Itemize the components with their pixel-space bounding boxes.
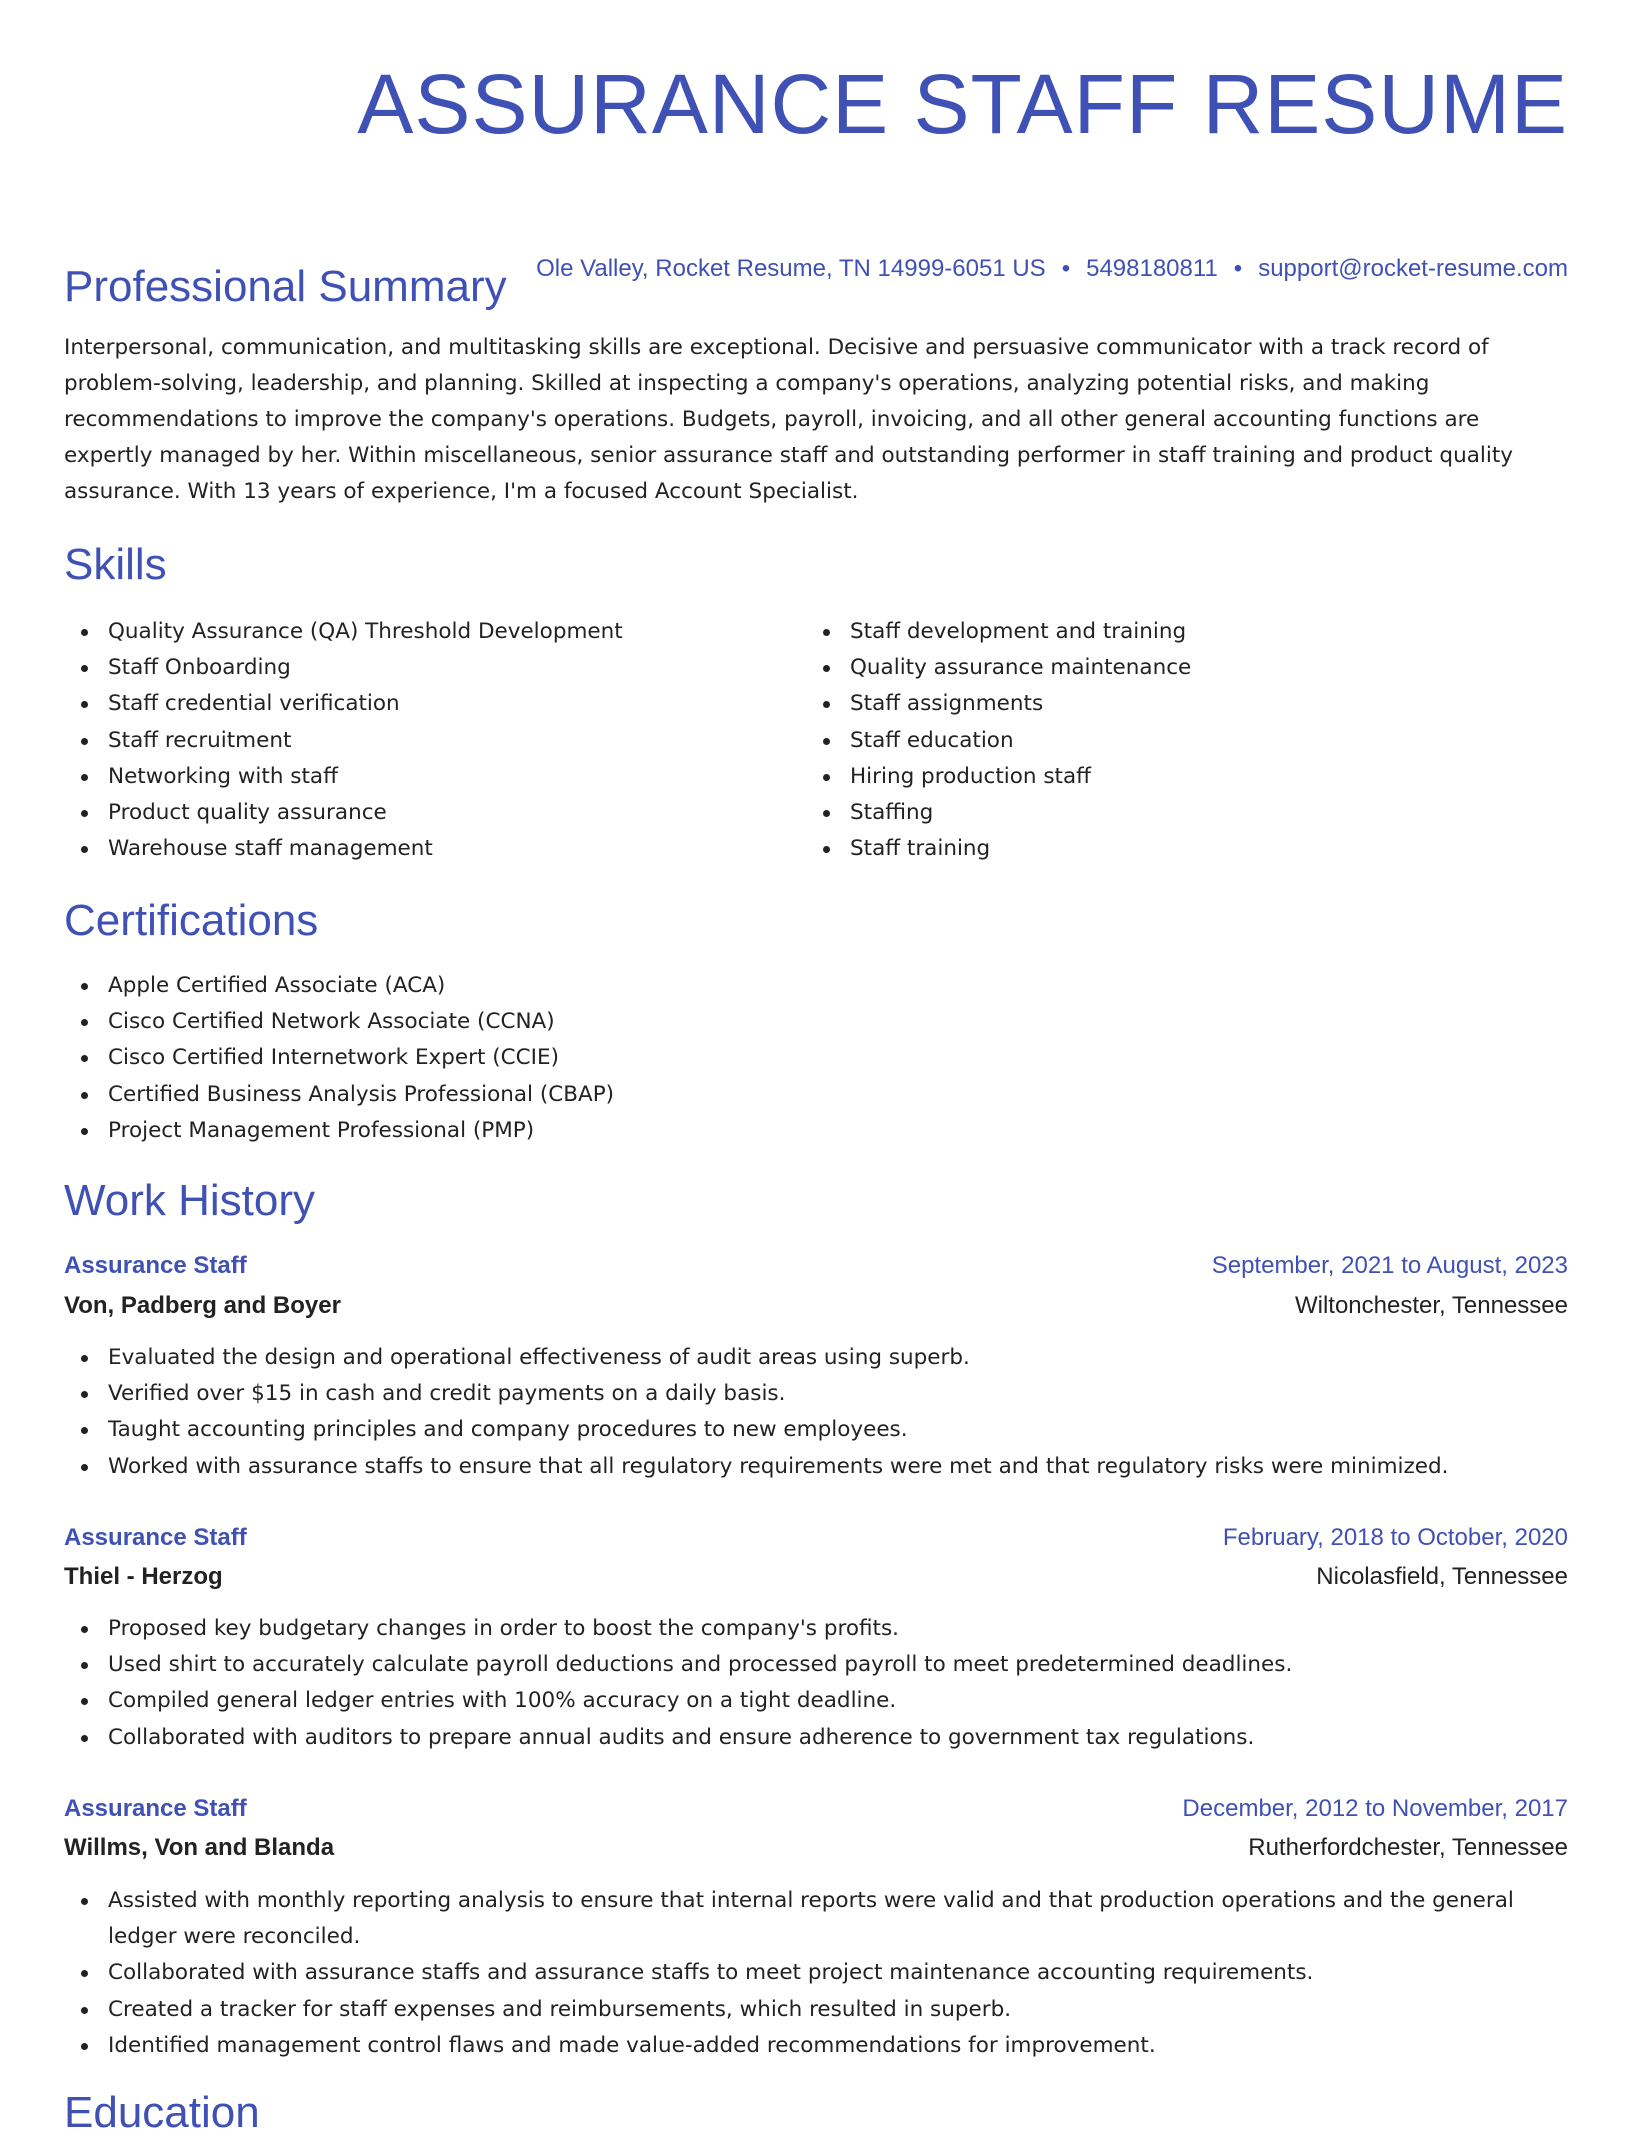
job-bullet: Collaborated with auditors to prepare annual audits and ensure adherence to government tax regulations. <box>64 1720 1568 1756</box>
job-bullet: Worked with assurance staffs to ensure that all regulatory requirements were met and that regulatory risks were minimized. <box>64 1449 1568 1485</box>
skill-item: Product quality assurance <box>64 795 804 831</box>
job-bullet: Verified over $15 in cash and credit payments on a daily basis. <box>64 1376 1568 1412</box>
job-location: Wiltonchester, Tennessee <box>1294 1292 1568 1319</box>
contact-line <box>536 254 1568 284</box>
job-bullet: Compiled general ledger entries with 100% accuracy on a tight deadline. <box>64 1683 1568 1719</box>
job-subheader <box>64 1563 1568 1597</box>
work-history-heading: Work History <box>64 1176 315 1225</box>
skill-item: Staff training <box>806 831 1546 867</box>
job-company: Willms, Von and Blanda <box>64 1834 335 1861</box>
job-bullet: Taught accounting principles and company procedures to new employees. <box>64 1412 1568 1448</box>
job-title: Assurance Staff <box>64 1524 247 1551</box>
skill-item: Staffing <box>806 795 1546 831</box>
job-bullet: Evaluated the design and operational effectiveness of audit areas using superb. <box>64 1340 1568 1376</box>
job-header <box>64 1795 1568 1829</box>
job-dates: February, 2018 to October, 2020 <box>1222 1524 1568 1551</box>
skill-item: Staff Onboarding <box>64 650 804 686</box>
job-bullet: Identified management control flaws and made value-added recommendations for improvement. <box>64 2028 1568 2064</box>
certification-item: Certified Business Analysis Professional (CBAP) <box>64 1077 1568 1113</box>
skill-item: Quality Assurance (QA) Threshold Development <box>64 614 804 650</box>
skill-item: Quality assurance maintenance <box>806 650 1546 686</box>
skills-list-right <box>806 614 1546 867</box>
contact-separator: • <box>1233 255 1243 282</box>
job-bullet: Assisted with monthly reporting analysis to ensure that internal reports were valid and that production operations and the general ledger were reconciled. <box>64 1883 1568 1955</box>
certifications-list <box>64 968 1568 1149</box>
resume-page <box>64 0 1568 2137</box>
job-header <box>64 1252 1568 1286</box>
job-bullets <box>64 1340 1568 1485</box>
certification-item: Apple Certified Associate (ACA) <box>64 968 1568 1004</box>
job-header <box>64 1524 1568 1558</box>
skill-item: Networking with staff <box>64 759 804 795</box>
job-bullet: Collaborated with assurance staffs and assurance staffs to meet project maintenance accounting requirements. <box>64 1955 1568 1991</box>
skills-list-left <box>64 614 804 867</box>
skill-item: Staff education <box>806 723 1546 759</box>
contact-separator: • <box>1061 255 1071 282</box>
skill-item: Staff credential verification <box>64 686 804 722</box>
job-subheader <box>64 1834 1568 1868</box>
contact-phone: 5498180811 <box>1086 255 1218 282</box>
job-dates: September, 2021 to August, 2023 <box>1211 1252 1568 1279</box>
skill-item: Warehouse staff management <box>64 831 804 867</box>
certification-item: Cisco Certified Network Associate (CCNA) <box>64 1004 1568 1040</box>
job-subheader <box>64 1292 1568 1326</box>
skill-item: Hiring production staff <box>806 759 1546 795</box>
contact-email[interactable]: support@rocket-resume.com <box>1258 255 1568 282</box>
job-bullet: Used shirt to accurately calculate payroll deductions and processed payroll to meet predetermined deadlines. <box>64 1647 1568 1683</box>
skill-item: Staff development and training <box>806 614 1546 650</box>
job-bullets <box>64 1611 1568 1756</box>
job-company: Thiel - Herzog <box>64 1563 223 1590</box>
summary-heading: Professional Summary <box>64 262 507 311</box>
job-title: Assurance Staff <box>64 1795 247 1822</box>
certification-item: Project Management Professional (PMP) <box>64 1113 1568 1149</box>
skill-item: Staff recruitment <box>64 723 804 759</box>
job-bullet: Proposed key budgetary changes in order to boost the company's profits. <box>64 1611 1568 1647</box>
education-heading: Education <box>64 2088 260 2137</box>
resume-title: ASSURANCE STAFF RESUME <box>357 57 1568 151</box>
job-company: Von, Padberg and Boyer <box>64 1292 341 1319</box>
summary-text: Interpersonal, communication, and multitasking skills are exceptional. Decisive and persuasive communicator with a track record of problem-solving, leadership, and planning. Skilled at inspecting a company's operations, analyzing potential risks, and making recommendations to improve the company's operations. Budgets, payroll, invoicing, and all other general accounting functions are expertly managed by her. Within miscellaneous, senior assurance staff and outstanding performer in staff training and product quality assurance. With 13 years of experience, I'm a focused Account Specialist. <box>64 335 1513 504</box>
job-location: Rutherfordchester, Tennessee <box>1248 1834 1568 1861</box>
job-title: Assurance Staff <box>64 1252 247 1279</box>
job-location: Nicolasfield, Tennessee <box>1316 1563 1568 1590</box>
skill-item: Staff assignments <box>806 686 1546 722</box>
job-dates: December, 2012 to November, 2017 <box>1182 1795 1568 1822</box>
contact-address: Ole Valley, Rocket Resume, TN 14999-6051 US <box>536 255 1046 282</box>
certifications-heading: Certifications <box>64 896 319 945</box>
job-bullet: Created a tracker for staff expenses and reimbursements, which resulted in superb. <box>64 1992 1568 2028</box>
certification-item: Cisco Certified Internetwork Expert (CCIE) <box>64 1040 1568 1076</box>
skills-heading: Skills <box>64 540 167 589</box>
job-bullets <box>64 1883 1568 2064</box>
